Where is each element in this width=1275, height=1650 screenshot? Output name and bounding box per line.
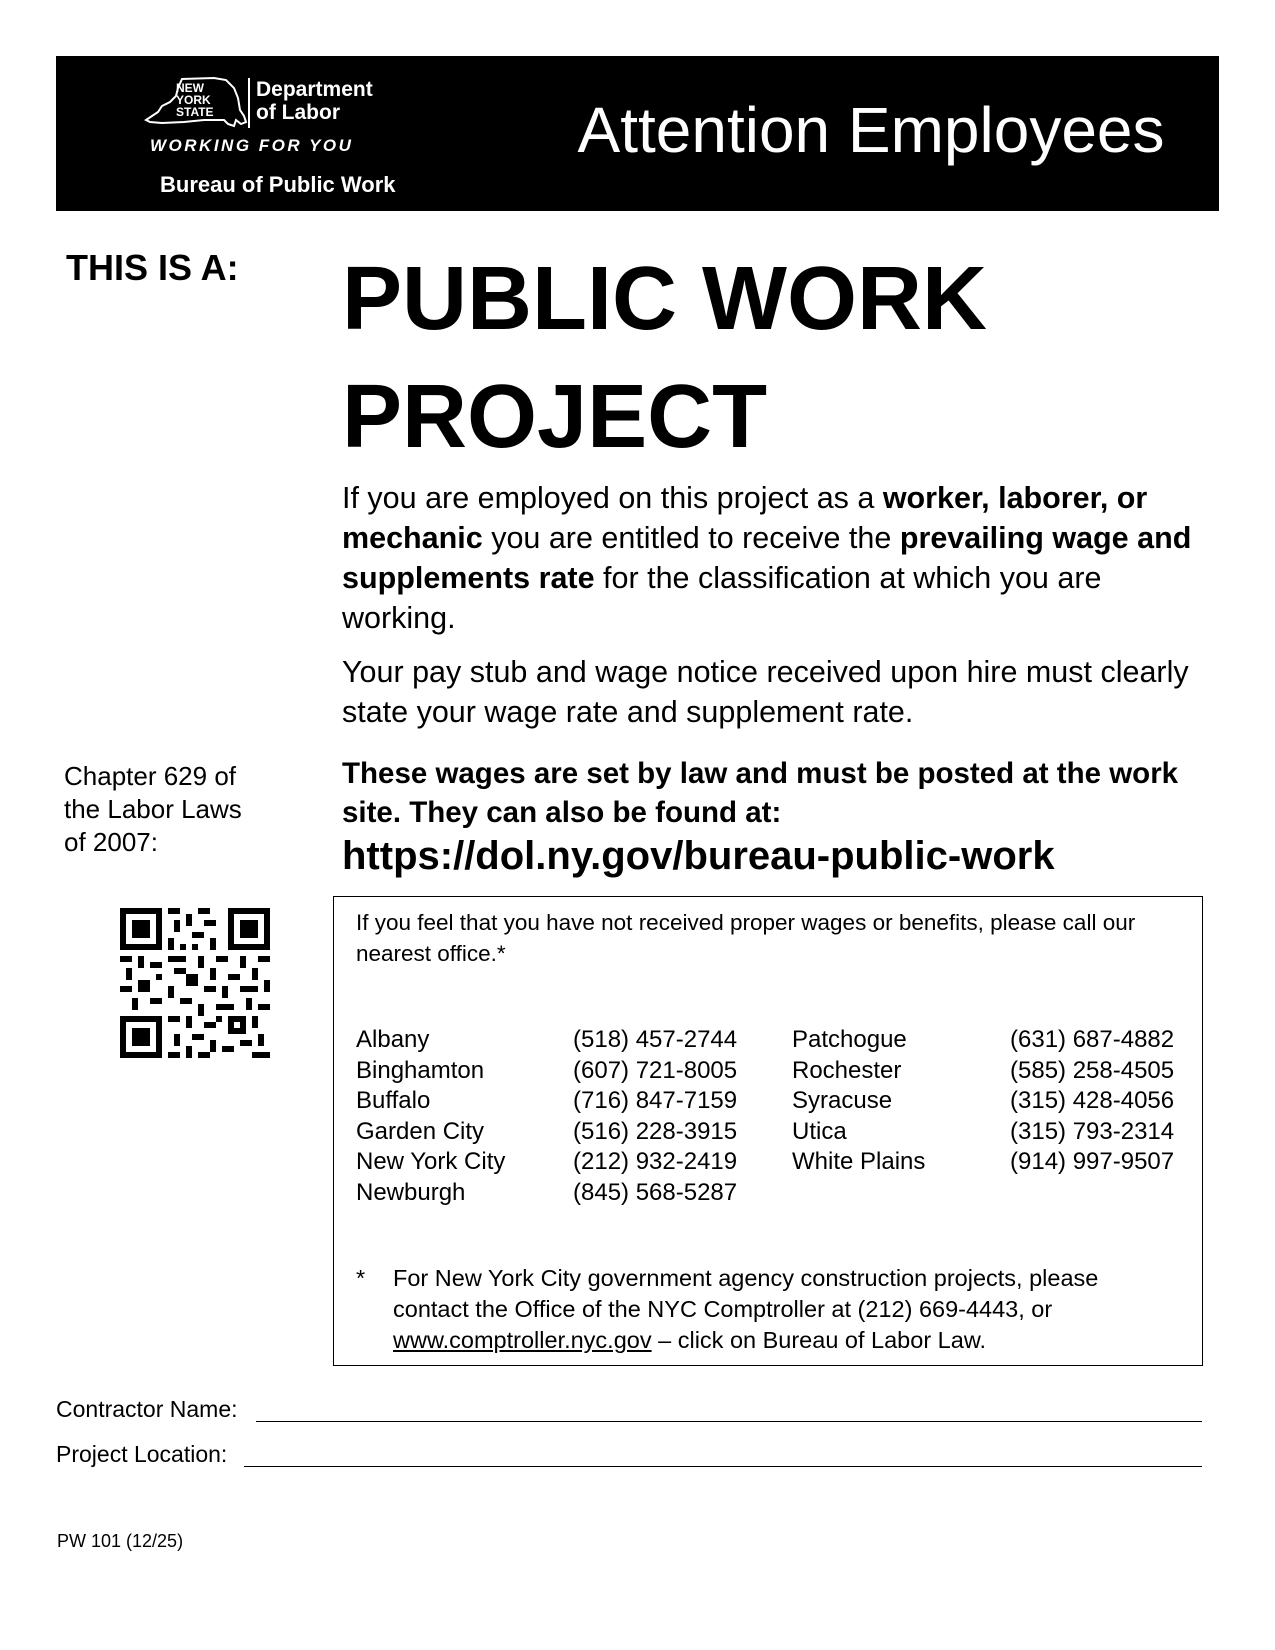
office-cities-right (792, 1025, 925, 1178)
contact-offices-box (333, 896, 1203, 1366)
office-phone: (315) 793-2314 (1010, 1117, 1175, 1145)
office-city: Utica (792, 1117, 847, 1145)
contact-intro: If you feel that you have not received proper wages or benefits, please call our nearest office.* (356, 910, 1136, 966)
logo-divider (248, 78, 250, 128)
office-phone: (518) 457-2744 (573, 1026, 738, 1053)
office-phone: (845) 568-5287 (573, 1178, 738, 1206)
office-phones-right (1010, 1025, 1174, 1178)
form-code: PW 101 (12/25) (57, 1531, 184, 1551)
office-phone: (516) 228-3915 (573, 1117, 738, 1145)
department-name: Department of Labor (256, 78, 373, 124)
bureau-name: Bureau of Public Work (160, 172, 396, 197)
office-phone: (585) 258-4505 (1010, 1056, 1175, 1084)
office-city: White Plains (792, 1148, 926, 1175)
office-city: Albany (356, 1026, 430, 1053)
office-cities-left (356, 1025, 505, 1208)
office-phone: (212) 932-2419 (573, 1148, 738, 1175)
project-location-line[interactable] (244, 1466, 1202, 1467)
entitlement-paragraph: If you are employed on this project as a worker, laborer, or mechanic you are entitled to receive the prevailing wage and supplements rate for the classification at which you are working. (342, 481, 1192, 635)
office-phones-left (573, 1025, 737, 1208)
office-city: Garden City (356, 1117, 485, 1145)
office-phone: (914) 997-9507 (1010, 1148, 1175, 1175)
contractor-name-line[interactable] (256, 1421, 1202, 1422)
office-city: Syracuse (792, 1087, 893, 1114)
office-phone: (607) 721-8005 (573, 1056, 738, 1084)
office-city: Binghamton (356, 1056, 485, 1084)
banner-title: Attention Employees (577, 94, 1165, 166)
pay-stub-paragraph: Your pay stub and wage notice received upon hire must clearly state your wage rate and supplement rate. (342, 655, 1189, 729)
office-city: Rochester (792, 1056, 902, 1084)
this-is-label: THIS IS A: (66, 247, 239, 288)
footnote-text: For New York City government agency construction projects, please contact the Office of the NYC Comptroller at (212) 669-4443, or www.comptroller.nyc.gov – click on Bureau of Labor Law. (393, 1265, 1099, 1353)
bureau-url-link[interactable]: https://dol.ny.gov/bureau-public-work (342, 834, 1055, 878)
office-phone: (716) 847-7159 (573, 1087, 738, 1114)
office-city: Patchogue (792, 1026, 907, 1053)
project-title: PUBLIC WORK PROJECT (342, 249, 987, 467)
office-city: New York City (356, 1148, 506, 1175)
comptroller-link[interactable]: www.comptroller.nyc.gov (393, 1327, 652, 1353)
chapter-citation: Chapter 629 of the Labor Laws of 2007: (64, 761, 242, 857)
office-city: Newburgh (356, 1178, 466, 1206)
logo-tagline: WORKING FOR YOU (150, 136, 354, 155)
posting-requirement: These wages are set by law and must be posted at the work site. They can also be found at: (342, 757, 1179, 829)
office-city: Buffalo (356, 1087, 431, 1114)
header-banner (56, 56, 1219, 211)
footnote-marker: * (356, 1265, 366, 1291)
office-phone: (631) 687-4882 (1010, 1026, 1175, 1053)
qr-code[interactable] (120, 908, 270, 1058)
contractor-name-label: Contractor Name: (56, 1396, 238, 1422)
office-phone: (315) 428-4056 (1010, 1087, 1175, 1114)
ny-state-wordmark: NEW YORK STATE (176, 81, 214, 119)
nys-dol-logo (144, 76, 434, 206)
project-location-label: Project Location: (56, 1441, 228, 1467)
